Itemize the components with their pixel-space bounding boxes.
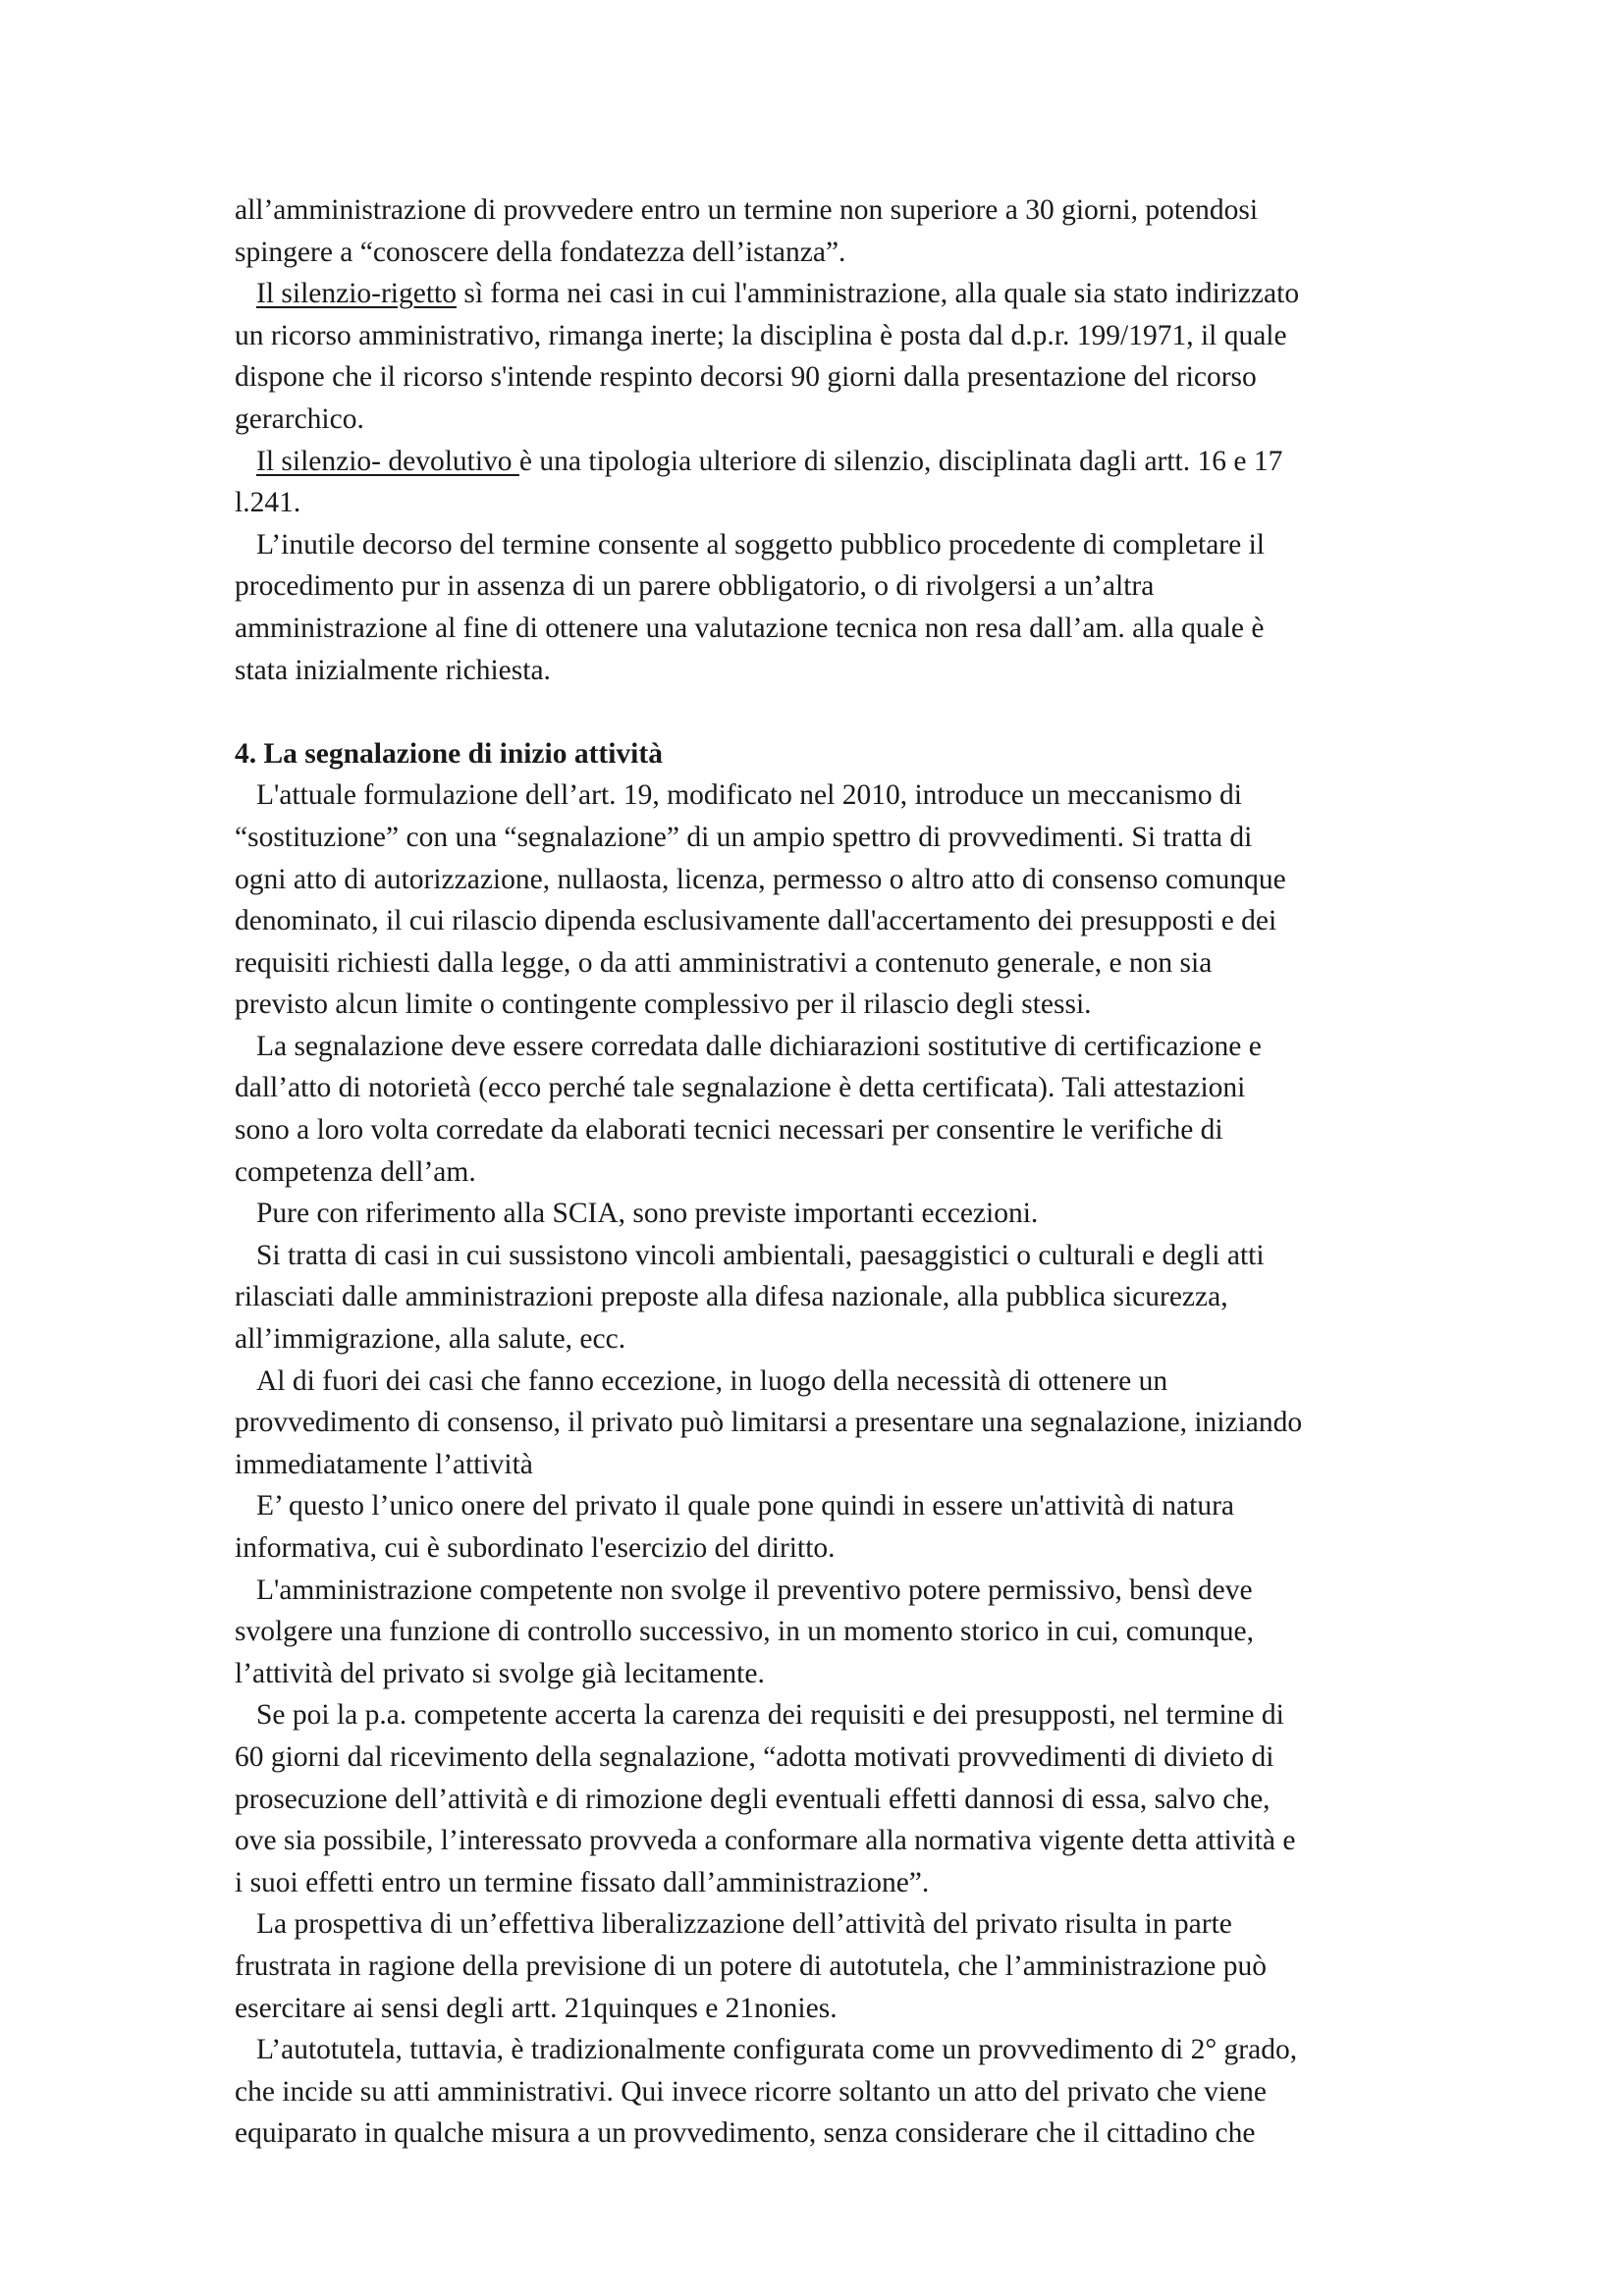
section-heading: 4. La segnalazione di inizio attività <box>235 737 663 770</box>
text-line: equiparato in qualche misura a un provvedimento, senza considerare che il cittadino che <box>235 2117 1256 2150</box>
text-line: L'amministrazione competente non svolge il preventivo potere permissivo, bensì deve <box>256 1574 1253 1606</box>
text-line: Si tratta di casi in cui sussistono vincoli ambientali, paesaggistici o culturali e degli atti <box>256 1239 1265 1271</box>
text-line: sono a loro volta corredate da elaborati tecnici necessari per consentire le verifiche di <box>235 1114 1223 1147</box>
text-line: dispone che il ricorso s'intende respinto decorsi 90 giorni dalla presentazione del ricorso <box>235 361 1257 394</box>
text-line: E’ questo l’unico onere del privato il quale pone quindi in essere un'attività di natura <box>256 1490 1234 1522</box>
text-fragment: è una tipologia ulteriore di silenzio, disciplinata dagli artt. 16 e 17 <box>518 445 1283 477</box>
term-silenzio-devolutivo: Il silenzio- devolutivo <box>256 445 519 477</box>
text-line: Se poi la p.a. competente accerta la carenza dei requisiti e dei presupposti, nel termine di <box>256 1699 1284 1732</box>
text-line: i suoi effetti entro un termine fissato dall’amministrazione”. <box>235 1866 930 1898</box>
text-line: dall’atto di notorietà (ecco perché tale segnalazione è detta certificata). Tali attestazioni <box>235 1072 1246 1104</box>
text-line: Pure con riferimento alla SCIA, sono previste importanti eccezioni. <box>256 1198 1039 1230</box>
text-line: spingere a “conoscere della fondatezza dell’istanza”. <box>235 236 846 268</box>
text-line: previsto alcun limite o contingente complessivo per il rilascio degli stessi. <box>235 988 1092 1021</box>
text-line: La segnalazione deve essere corredata dalle dichiarazioni sostitutive di certificazione e <box>256 1030 1262 1062</box>
text-line: ove sia possibile, l’interessato provveda a conformare alla normativa vigente detta attività e <box>235 1825 1296 1857</box>
text-line: informativa, cui è subordinato l'esercizio del diritto. <box>235 1532 836 1564</box>
text-line: L'attuale formulazione dell’art. 19, modificato nel 2010, introduce un meccanismo di <box>256 779 1242 812</box>
text-line: svolgere una funzione di controllo successivo, in un momento storico in cui, comunque, <box>235 1616 1255 1648</box>
text-line: 60 giorni dal ricevimento della segnalazione, “adotta motivati provvedimenti di divieto di <box>235 1740 1274 1773</box>
text-line <box>235 273 1403 315</box>
text-line: procedimento pur in assenza di un parere obbligatorio, o di rivolgersi a un’altra <box>235 570 1155 603</box>
text-line: l.241. <box>235 487 301 519</box>
text-line: L’autotutela, tuttavia, è tradizionalmente configurata come un provvedimento di 2° grado, <box>256 2034 1298 2066</box>
text-line: gerarchico. <box>235 402 364 435</box>
text-line: stata inizialmente richiesta. <box>235 654 551 686</box>
text-line: prosecuzione dell’attività e di rimozione degli eventuali effetti dannosi di essa, salvo che, <box>235 1783 1271 1815</box>
text-line: all’amministrazione di provvedere entro un termine non superiore a 30 giorni, potendosi <box>235 194 1259 226</box>
text-line: L’inutile decorso del termine consente al soggetto pubblico procedente di completare il <box>256 528 1265 561</box>
text-line: rilasciati dalle amministrazioni preposte alla difesa nazionale, alla pubblica sicurezza, <box>235 1281 1228 1313</box>
text-line: “sostituzione” con una “segnalazione” di un ampio spettro di provvedimenti. Si tratta di <box>235 821 1253 853</box>
text-line: competenza dell’am. <box>235 1155 476 1188</box>
text-line: requisiti richiesti dalla legge, o da atti amministrativi a contenuto generale, e non sia <box>235 946 1213 979</box>
text-line: amministrazione al fine di ottenere una valutazione tecnica non resa dall’am. alla quale è <box>235 612 1265 644</box>
text-line: l’attività del privato si svolge già lecitamente. <box>235 1657 765 1689</box>
text-line: ogni atto di autorizzazione, nullaosta, licenza, permesso o altro atto di consenso comunque <box>235 863 1286 895</box>
document-page <box>235 189 1403 2155</box>
text-line: La prospettiva di un’effettiva liberalizzazione dell’attività del privato risulta in parte <box>256 1908 1232 1941</box>
text-fragment: sì forma nei casi in cui l'amministrazione, alla quale sia stato indirizzato <box>456 278 1300 310</box>
term-silenzio-rigetto: Il silenzio-rigetto <box>256 278 457 310</box>
blank-line <box>235 691 1403 733</box>
text-line: che incide su atti amministrativi. Qui invece ricorre soltanto un atto del privato che viene <box>235 2075 1268 2108</box>
text-line <box>235 441 1403 483</box>
text-line: un ricorso amministrativo, rimanga inerte; la disciplina è posta dal d.p.r. 199/1971, il quale <box>235 319 1287 351</box>
text-line: Al di fuori dei casi che fanno eccezione, in luogo della necessità di ottenere un <box>256 1364 1168 1397</box>
text-line: esercitare ai sensi degli artt. 21quinques e 21nonies. <box>235 1992 838 2024</box>
text-line: all’immigrazione, alla salute, ecc. <box>235 1323 626 1356</box>
text-line: provvedimento di consenso, il privato può limitarsi a presentare una segnalazione, iniziando <box>235 1407 1303 1439</box>
text-line: immediatamente l’attività <box>235 1448 533 1480</box>
text-line: frustrata in ragione della previsione di un potere di autotutela, che l’amministrazione può <box>235 1949 1267 1982</box>
text-line: denominato, il cui rilascio dipenda esclusivamente dall'accertamento dei presupposti e dei <box>235 905 1277 937</box>
